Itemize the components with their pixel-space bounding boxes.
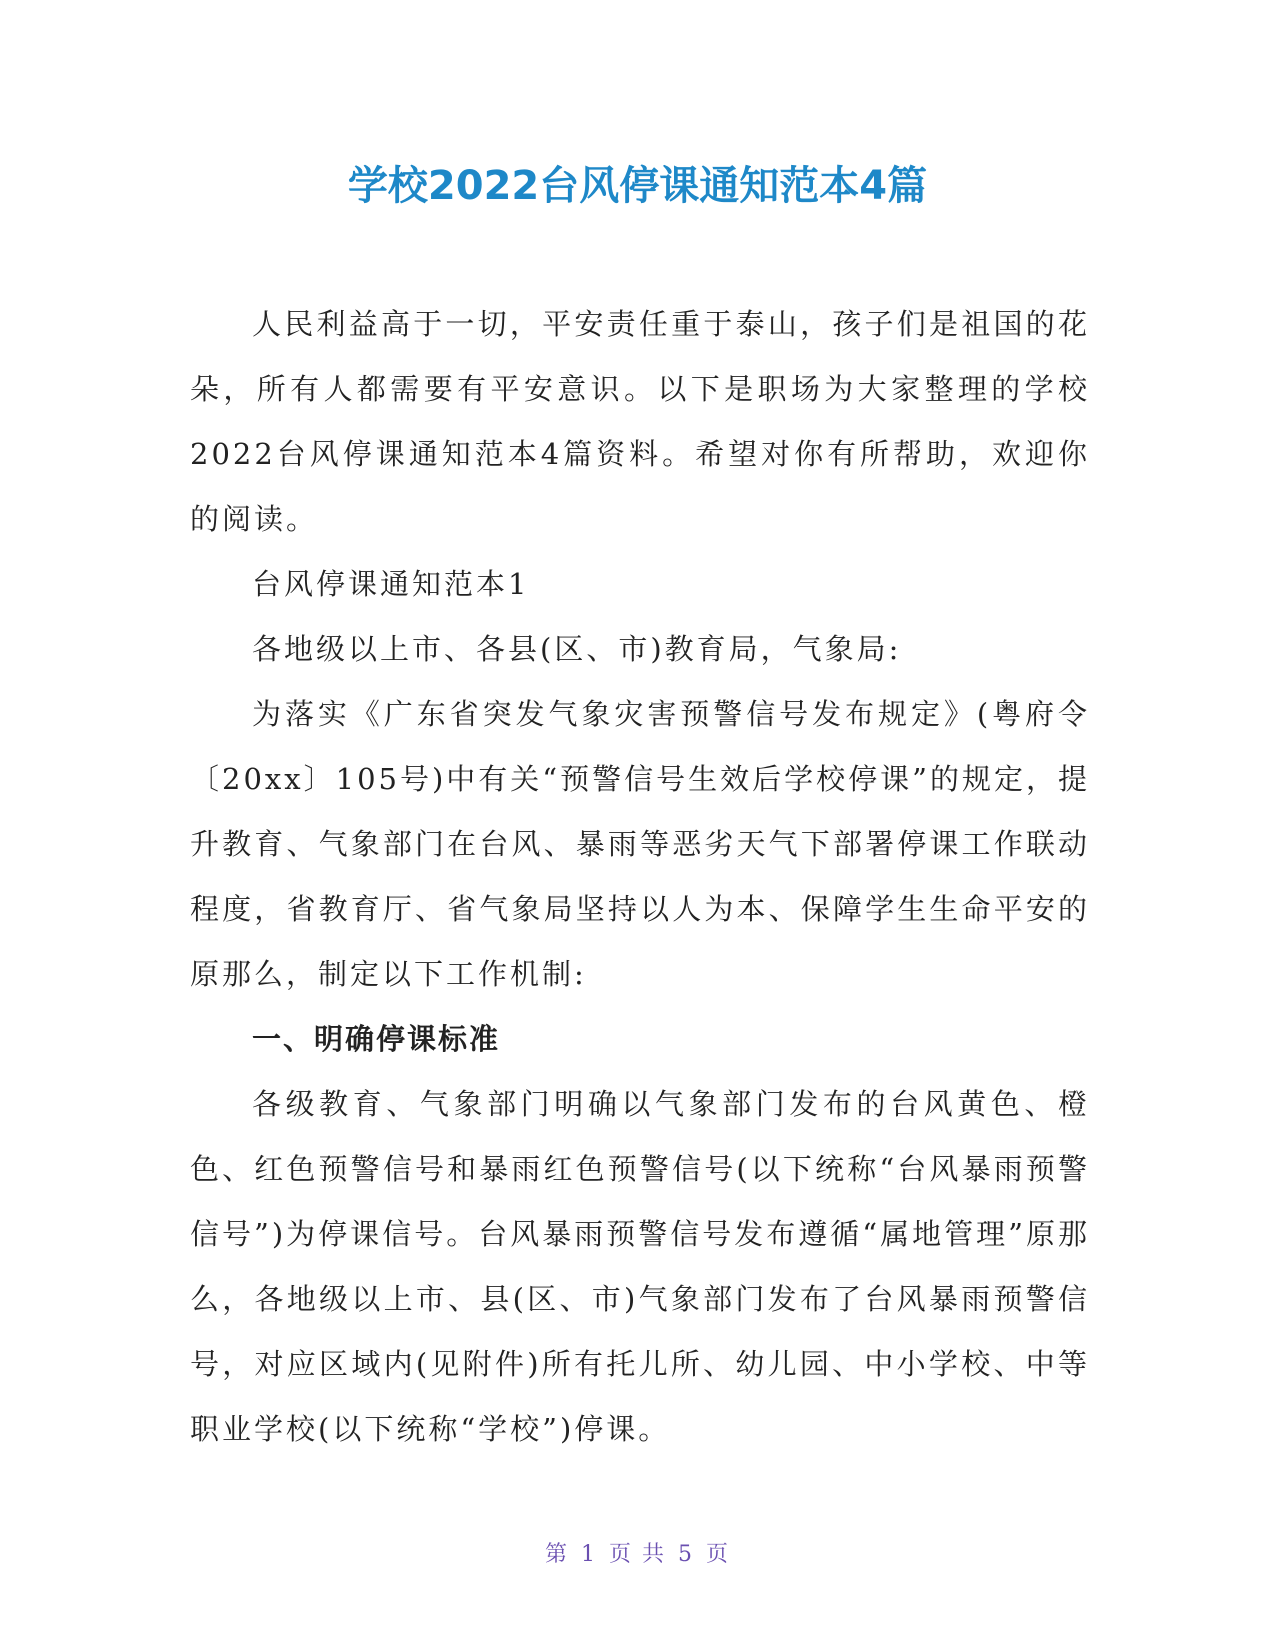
section-label: 台风停课通知范本1 [252, 567, 530, 601]
page-current: 1 [581, 1542, 597, 1567]
document-title: 学校2022台风停课通知范本4篇 [347, 163, 928, 209]
page-total: 5 [678, 1542, 694, 1567]
page-label-suffix: 页 [706, 1542, 731, 1567]
document-body [190, 292, 1090, 1462]
section-heading: 一、明确停课标准 [252, 1022, 501, 1056]
page-label-middle: 页 共 [609, 1542, 666, 1567]
page-footer [0, 1540, 1275, 1570]
recipients-line: 各地级以上市、各县(区、市)教育局，气象局: [252, 632, 902, 666]
page-label-prefix: 第 [544, 1542, 569, 1567]
intro-paragraph: 人民利益高于一切，平安责任重于泰山，孩子们是祖国的花朵，所有人都需要有平安意识。以下是职场为大家整理的学校2022台风停课通知范本4篇资料。希望对你有所帮助，欢迎你的阅读。 [190, 307, 1090, 536]
body-paragraph: 为落实《广东省突发气象灾害预警信号发布规定》(粤府令〔20xx〕105号)中有关“预警信号生效后学校停课”的规定，提升教育、气象部门在台风、暴雨等恶劣天气下部署停课工作联动程度，省教育厅、省气象局坚持以人为本、保障学生生命平安的原那么，制定以下工作机制: [190, 697, 1090, 991]
body-paragraph: 各级教育、气象部门明确以气象部门发布的台风黄色、橙色、红色预警信号和暴雨红色预警信号(以下统称“台风暴雨预警信号”)为停课信号。台风暴雨预警信号发布遵循“属地管理”原那么，各地级以上市、县(区、市)气象部门发布了台风暴雨预警信号，对应区域内(见附件)所有托儿所、幼儿园、中小学校、中等职业学校(以下统称“学校”)停课。 [190, 1087, 1090, 1446]
